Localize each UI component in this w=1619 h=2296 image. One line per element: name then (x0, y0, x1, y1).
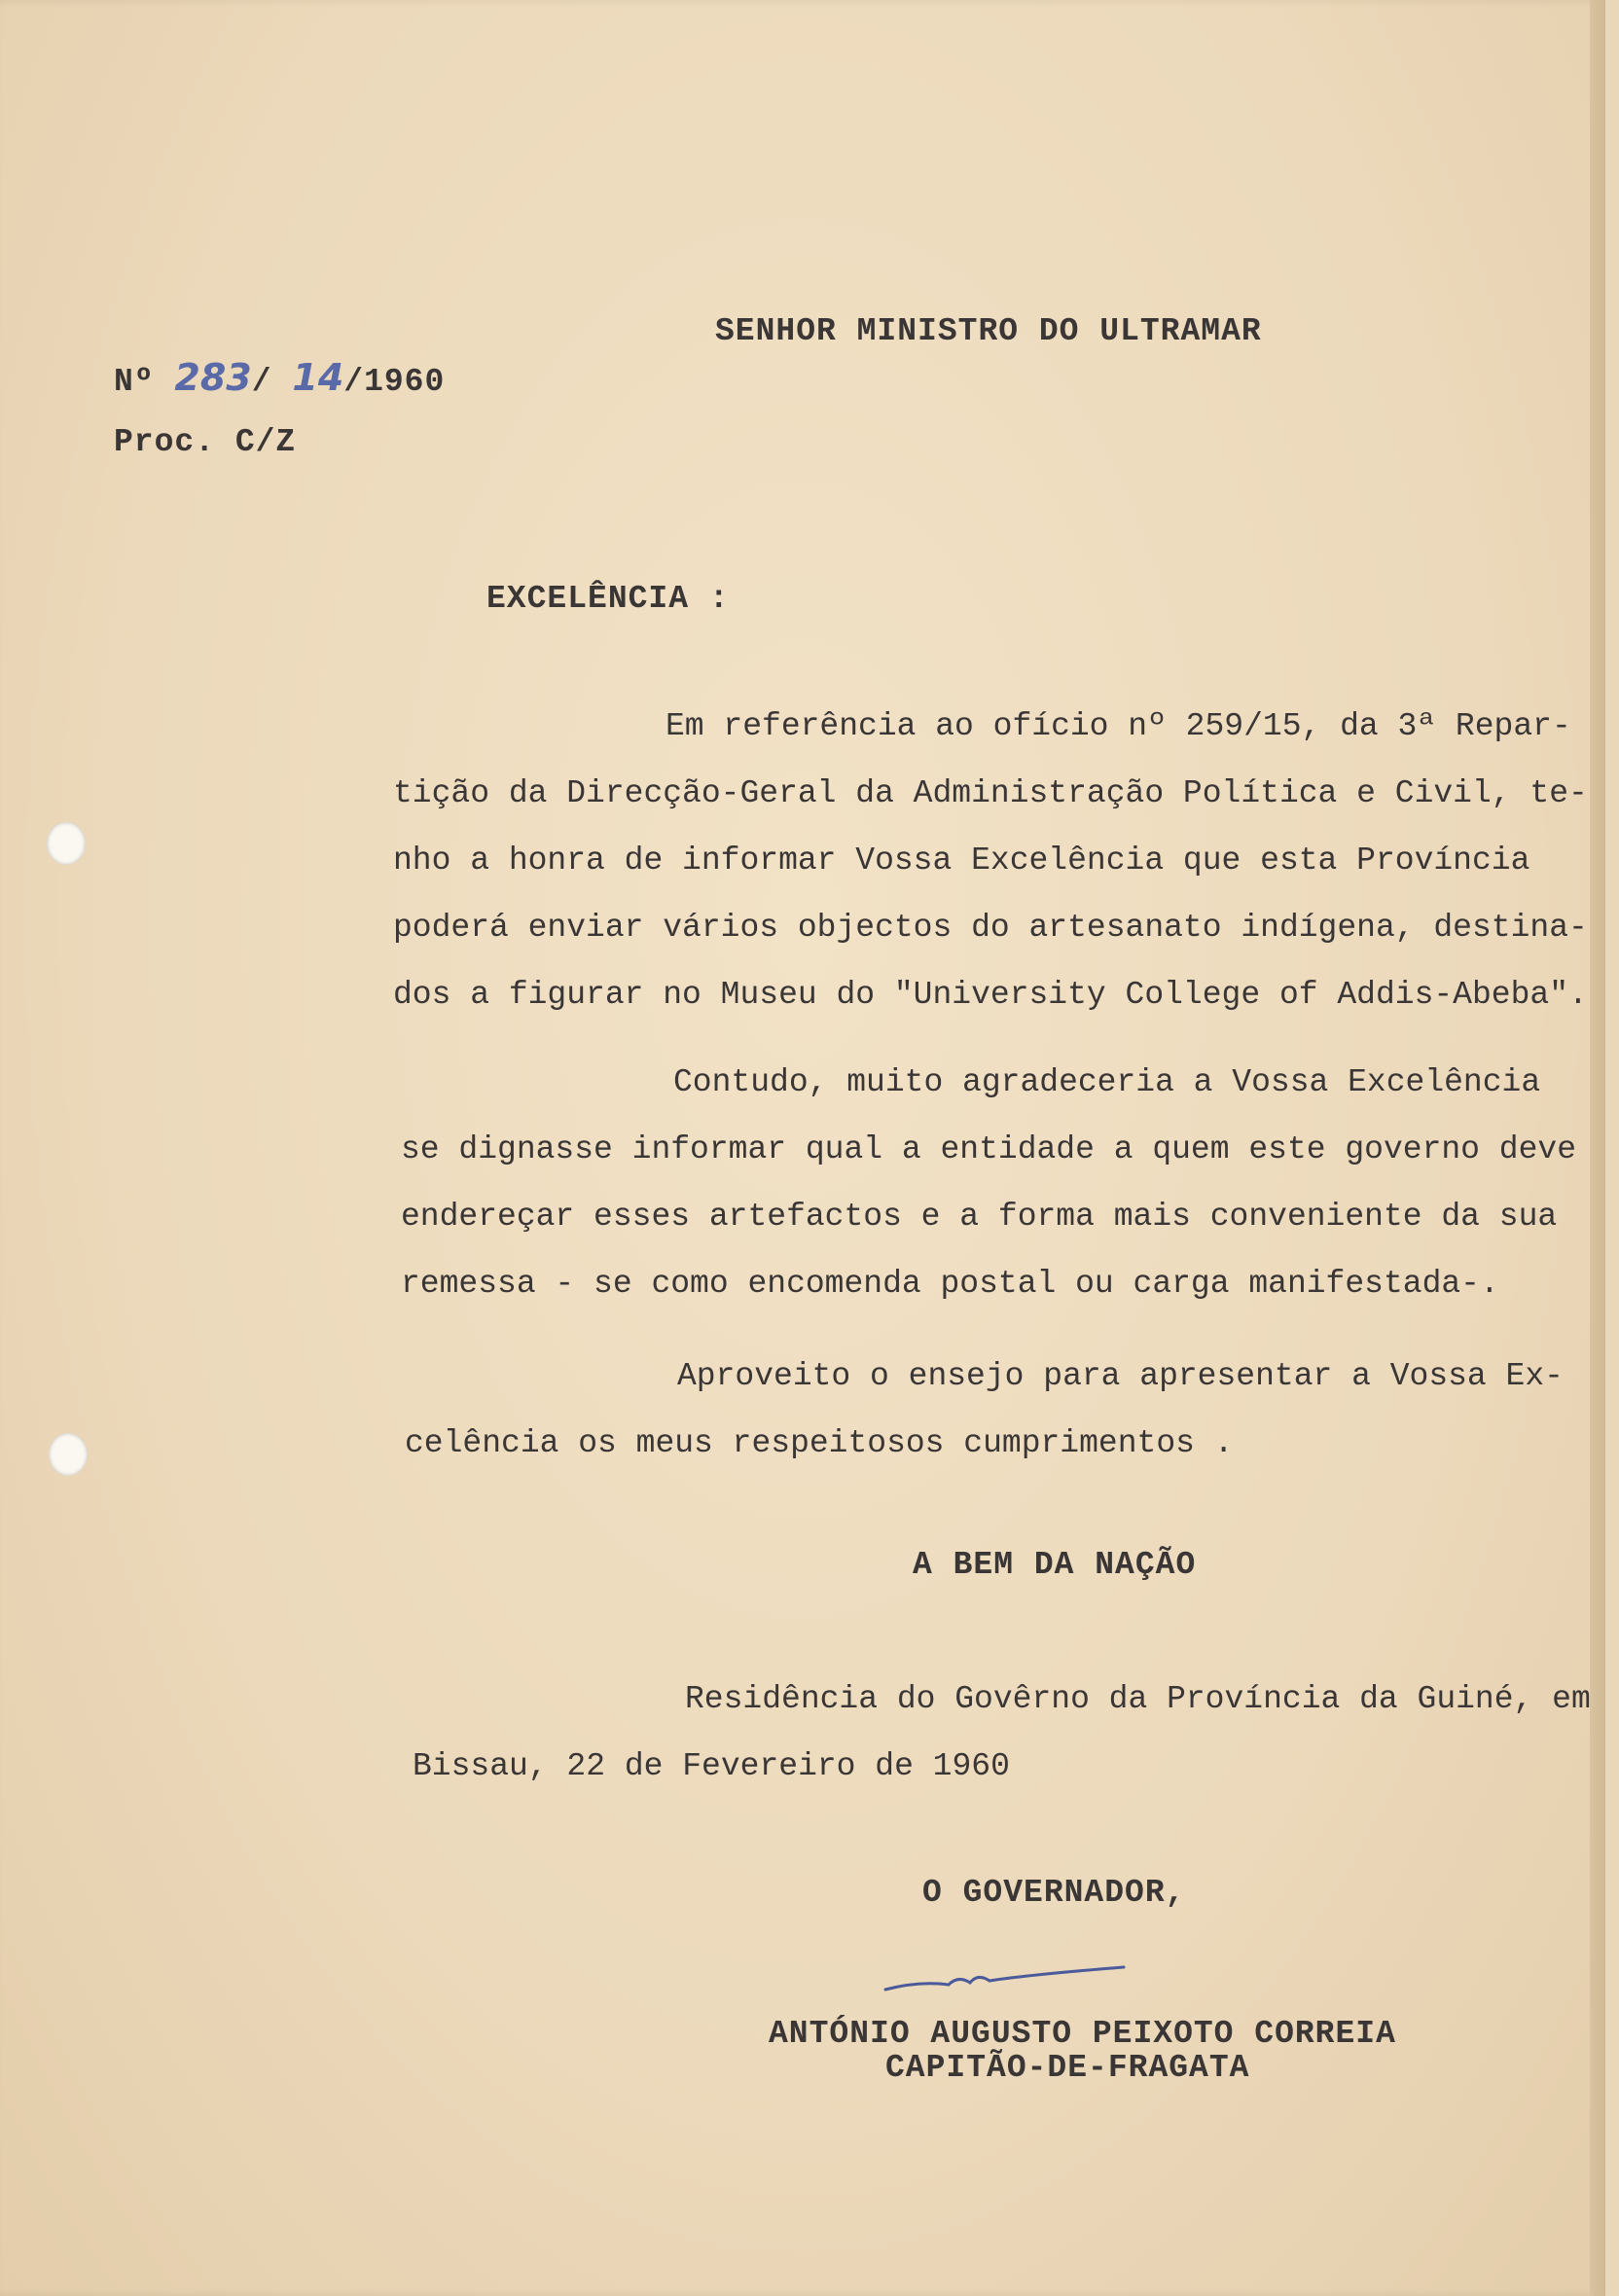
place-date (413, 1666, 1591, 1800)
addressee: SENHOR MINISTRO DO ULTRAMAR (715, 313, 1262, 349)
number-separator: / (251, 364, 272, 400)
paragraph-3-line: celência os meus respeitosos cumprimentos . (405, 1425, 1234, 1461)
number-prefix: Nº (114, 364, 155, 400)
number-handwritten: 283 (174, 356, 252, 399)
paragraph-1 (393, 693, 1588, 1028)
paragraph-2-line: se dignasse informar qual a entidade a quem este governo deve (401, 1131, 1576, 1167)
paragraph-2-line: Contudo, muito agradeceria a Vossa Excelência (673, 1064, 1541, 1100)
process-reference: Proc. C/Z (114, 424, 297, 460)
date-line: Bissau, 22 de Fevereiro de 1960 (413, 1748, 1010, 1784)
paragraph-1-line: nho a honra de informar Vossa Excelência que esta Província (393, 843, 1530, 879)
paragraph-3 (405, 1343, 1564, 1477)
paragraph-1-line: Em referência ao ofício nº 259/15, da 3ª Repar- (666, 708, 1571, 744)
paragraph-2 (401, 1049, 1576, 1317)
page-edge (1590, 0, 1605, 2296)
number-handwritten-2: 14 (292, 356, 344, 399)
paragraph-3-line: Aproveito o ensejo para apresentar a Vossa Ex- (677, 1358, 1564, 1394)
punch-hole-bottom (49, 1433, 88, 1476)
paragraph-1-line: dos a figurar no Museu do "University College of Addis-Abeba". (393, 977, 1588, 1013)
reference-number (114, 356, 445, 400)
paragraph-2-line: endereçar esses artefactos e a forma mais conveniente da sua (401, 1199, 1558, 1235)
salutation: EXCELÊNCIA : (486, 581, 730, 617)
number-year: /1960 (343, 364, 446, 400)
closing-formula: A BEM DA NAÇÃO (913, 1547, 1197, 1583)
signatory-rank: CAPITÃO-DE-FRAGATA (885, 2050, 1250, 2086)
punch-hole-top (47, 822, 86, 865)
paragraph-1-line: poderá enviar vários objectos do artesanato indígena, destina- (393, 910, 1588, 946)
paragraph-1-line: tição da Direcção-Geral da Administração Política e Civil, te- (393, 775, 1588, 811)
handwritten-signature (881, 1946, 1133, 2004)
paragraph-2-line: remessa - se como encomenda postal ou carga manifestada-. (401, 1266, 1499, 1302)
signatory-title: O GOVERNADOR, (922, 1875, 1186, 1911)
signatory-name: ANTÓNIO AUGUSTO PEIXOTO CORREIA (769, 2016, 1396, 2052)
place-line: Residência do Govêrno da Província da Guiné, em (685, 1681, 1591, 1717)
